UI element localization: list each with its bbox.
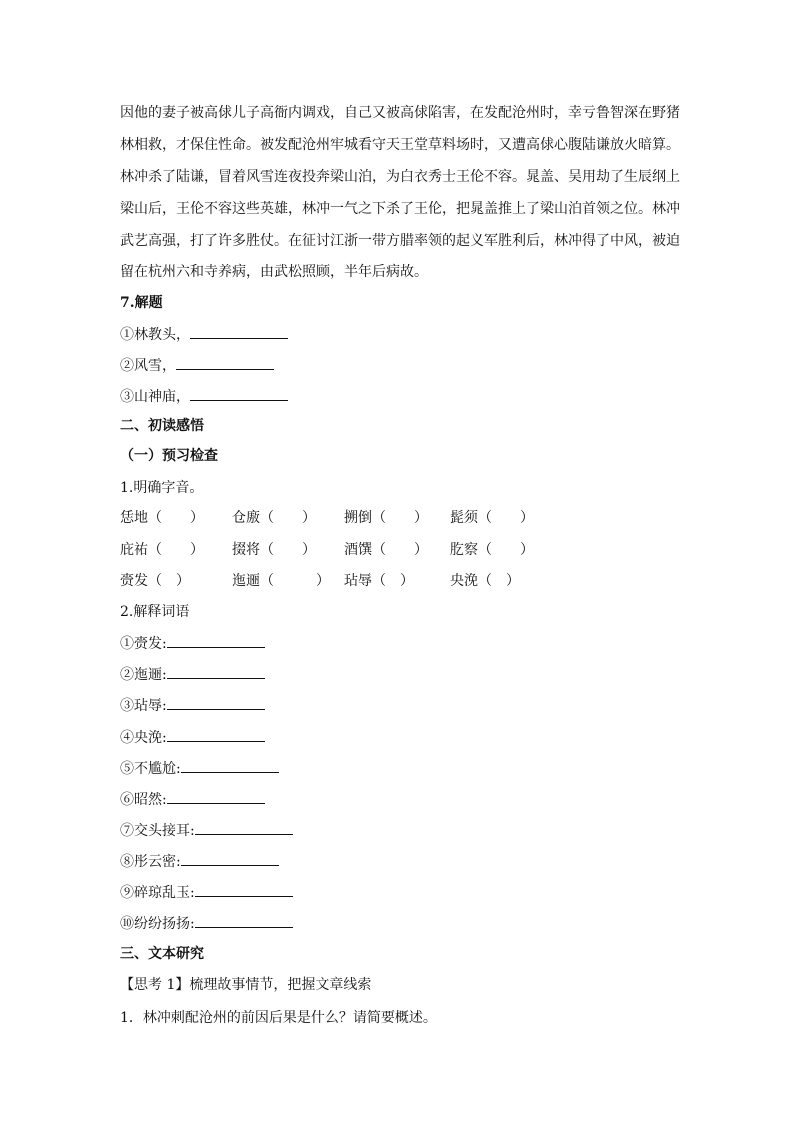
vocab-blank[interactable] bbox=[167, 727, 265, 742]
intro-line-6: 留在杭州六和寺养病，由武松照顾，半年后病故。 bbox=[120, 264, 428, 280]
pinyin-r1-c4: 髭须（ ） bbox=[450, 510, 534, 526]
pinyin-r3-c1: 赍发（ ） bbox=[120, 573, 190, 589]
q7-item-1-label: ①林教头， bbox=[120, 327, 190, 343]
intro-line-4: 梁山后，王伦不容这些英雄，林冲一气之下杀了王伦，把晁盖推上了梁山泊首领之位。林冲 bbox=[120, 201, 680, 217]
q7-item-2-blank[interactable] bbox=[176, 355, 274, 370]
vocab-item-7 bbox=[120, 820, 293, 841]
intro-line-2: 林相救，才保住性命。被发配沧州牢城看守天王堂草料场时，又遭高俅心腹陆谦放火暗算。 bbox=[120, 137, 680, 153]
section3-think1: 【思考 1】梳理故事情节，把握文章线索 bbox=[120, 977, 372, 993]
vocab-label: ④央浼: bbox=[120, 730, 167, 746]
q7-item-1 bbox=[120, 324, 288, 345]
q7-heading: 7.解题 bbox=[120, 295, 163, 311]
vocab-label: ①赍发: bbox=[120, 636, 167, 652]
intro-line-5: 武艺高强，打了许多胜仗。在征讨江浙一带方腊率领的起义军胜利后，林冲得了中风，被迫 bbox=[120, 233, 680, 249]
vocab-item-4 bbox=[120, 727, 265, 748]
section3-heading: 三、文本研究 bbox=[120, 946, 204, 962]
section3-q1: 1．林冲刺配沧州的前因后果是什么？请简要概述。 bbox=[120, 1010, 437, 1026]
vocab-item-5 bbox=[120, 758, 279, 779]
intro-line-1: 因他的妻子被高俅儿子高衙内调戏，自己又被高俅陷害，在发配沧州时，幸亏鲁智深在野猪 bbox=[120, 105, 680, 121]
vocab-item-6 bbox=[120, 789, 265, 810]
q7-item-2-label: ②风雪， bbox=[120, 358, 176, 374]
vocab-item-9 bbox=[120, 882, 293, 903]
vocab-item-1 bbox=[120, 633, 265, 654]
vocab-blank[interactable] bbox=[167, 789, 265, 804]
vocab-blank[interactable] bbox=[195, 882, 293, 897]
vocab-blank[interactable] bbox=[181, 758, 279, 773]
vocab-blank[interactable] bbox=[167, 664, 265, 679]
q7-item-2 bbox=[120, 355, 274, 376]
pinyin-r2-c1: 庇祐（ ） bbox=[120, 542, 204, 558]
vocab-blank[interactable] bbox=[167, 633, 265, 648]
section2-q2: 2.解释词语 bbox=[120, 604, 190, 620]
vocab-item-10 bbox=[120, 913, 293, 934]
vocab-item-3 bbox=[120, 695, 265, 716]
vocab-blank[interactable] bbox=[167, 695, 265, 710]
vocab-label: ⑩纷纷扬扬: bbox=[120, 916, 195, 932]
q7-item-3-label: ③山神庙， bbox=[120, 389, 190, 405]
pinyin-r2-c4: 肐察（ ） bbox=[450, 542, 534, 558]
q7-item-1-blank[interactable] bbox=[190, 324, 288, 339]
pinyin-r3-c3: 玷辱（ ） bbox=[344, 573, 414, 589]
section2-heading: 二、初读感悟 bbox=[120, 418, 204, 434]
vocab-label: ②迤逦: bbox=[120, 667, 167, 683]
vocab-label: ⑨碎琼乱玉: bbox=[120, 885, 195, 901]
vocab-label: ⑤不尴尬: bbox=[120, 761, 181, 777]
section2-q1: 1.明确字音。 bbox=[120, 480, 204, 496]
vocab-item-2 bbox=[120, 664, 265, 685]
vocab-label: ⑧彤云密: bbox=[120, 854, 181, 870]
vocab-label: ③玷辱: bbox=[120, 698, 167, 714]
q7-item-3 bbox=[120, 386, 288, 407]
vocab-item-8 bbox=[120, 851, 279, 872]
vocab-blank[interactable] bbox=[181, 851, 279, 866]
intro-line-3: 林冲杀了陆谦，冒着风雪连夜投奔梁山泊，为白衣秀士王伦不容。晁盖、吴用劫了生辰纲上 bbox=[120, 169, 680, 185]
pinyin-r3-c2: 迤逦（ ） bbox=[232, 573, 330, 589]
vocab-label: ⑦交头接耳: bbox=[120, 823, 195, 839]
pinyin-r2-c3: 酒馔（ ） bbox=[344, 542, 428, 558]
pinyin-r2-c2: 掇将（ ） bbox=[232, 542, 316, 558]
vocab-blank[interactable] bbox=[195, 913, 293, 928]
vocab-label: ⑥昭然: bbox=[120, 792, 167, 808]
pinyin-r3-c4: 央浼（ ） bbox=[450, 573, 520, 589]
pinyin-r1-c2: 仓廒（ ） bbox=[232, 510, 316, 526]
q7-item-3-blank[interactable] bbox=[190, 386, 288, 401]
pinyin-r1-c1: 恁地（ ） bbox=[120, 510, 204, 526]
vocab-blank[interactable] bbox=[195, 820, 293, 835]
section2-sub: （一）预习检查 bbox=[120, 448, 218, 464]
pinyin-r1-c3: 搠倒（ ） bbox=[344, 510, 428, 526]
